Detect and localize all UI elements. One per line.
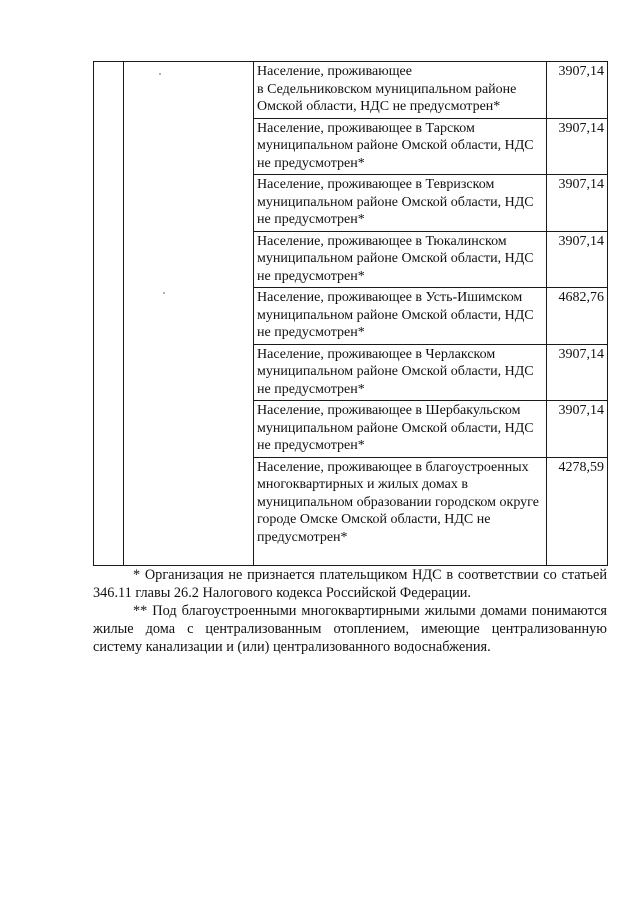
tariff-value-cell: 3907,14	[547, 62, 608, 119]
organization-cell	[124, 62, 254, 566]
scan-speck	[163, 292, 165, 294]
consumer-category-cell: Население, проживающее в Тевризском муниципальном районе Омской области, НДС не предусмотрен*	[254, 175, 547, 232]
consumer-category-cell: Население, проживающее в Седельниковском муниципальном районе Омской области, НДС не предусмотрен*	[254, 62, 547, 119]
consumer-category-cell: Население, проживающее в Тарском муниципальном районе Омской области, НДС не предусмотрен*	[254, 118, 547, 175]
tariff-value-cell: 3907,14	[547, 175, 608, 232]
footnotes	[93, 566, 607, 656]
consumer-category-cell: Население, проживающее в Шербакульском муниципальном районе Омской области, НДС не предусмотрен*	[254, 401, 547, 458]
tariff-table	[93, 61, 608, 566]
tariff-value-cell: 3907,14	[547, 231, 608, 288]
consumer-category-cell: Население, проживающее в благоустроенных многоквартирных и жилых домах в муниципальном образовании городском округе городе Омске Омской области, НДС не предусмотрен*	[254, 457, 547, 565]
tariff-value-cell: 3907,14	[547, 118, 608, 175]
tariff-value-cell: 3907,14	[547, 344, 608, 401]
tariff-value-cell: 4682,76	[547, 288, 608, 345]
row-number-cell	[94, 62, 124, 566]
consumer-category-cell: Население, проживающее в Усть-Ишимском муниципальном районе Омской области, НДС не предусмотрен*	[254, 288, 547, 345]
footnote-housing: ** Под благоустроенными многоквартирными жилыми домами понимаются жилые дома с централизованным отоплением, имеющие централизованную систему канализации и (или) централизованного водоснабжения.	[93, 603, 607, 655]
footnote-vat: * Организация не признается плательщиком НДС в соответствии со статьей 346.11 главы 26.2 Налогового кодекса Российской Федерации.	[93, 567, 607, 601]
consumer-category-cell: Население, проживающее в Тюкалинском муниципальном районе Омской области, НДС не предусмотрен*	[254, 231, 547, 288]
tariff-value-cell: 3907,14	[547, 401, 608, 458]
consumer-category-cell: Население, проживающее в Черлакском муниципальном районе Омской области, НДС не предусмотрен*	[254, 344, 547, 401]
scan-speck	[159, 73, 161, 75]
tariff-value-cell: 4278,59	[547, 457, 608, 565]
table-row	[94, 62, 608, 119]
